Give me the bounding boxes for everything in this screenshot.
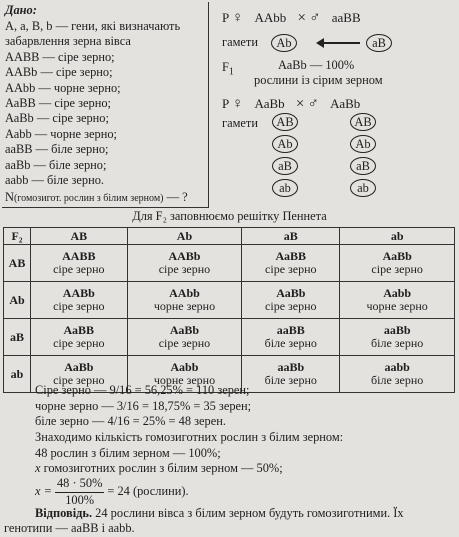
formula-rhs: = 24 (рослини). xyxy=(107,484,189,499)
punnett-corner: F₂ xyxy=(4,228,31,245)
punnett-table xyxy=(3,227,455,393)
punnett-cell xyxy=(242,356,340,393)
given-line: ааВb — біле зерно; xyxy=(5,157,107,172)
cell-phenotype: сіре зерно xyxy=(265,299,317,313)
cell-genotype: АаВb xyxy=(64,360,94,374)
punnett-row xyxy=(4,282,455,319)
punnett-row-head: аb xyxy=(4,356,31,393)
given-line: ааbb — біле зерно. xyxy=(5,173,105,188)
gamete: аВ xyxy=(350,157,376,175)
given-line: ааВВ — біле зерно; xyxy=(5,142,109,157)
formula-numerator: 48 · 50% xyxy=(55,476,104,493)
cell-phenotype: сіре зерно xyxy=(53,262,105,276)
punnett-cell xyxy=(242,319,340,356)
gamete: Аb xyxy=(350,135,376,153)
cross1-gamete-right: аВ xyxy=(366,34,392,52)
f1-subscript: 1 xyxy=(228,66,234,78)
punnett-col-head: АВ xyxy=(31,228,128,245)
cell-phenotype: сіре зерно xyxy=(53,373,105,387)
punnett-row-head: Аb xyxy=(4,282,31,319)
punnett-cell xyxy=(127,319,242,356)
cross1-p-label: P xyxy=(222,10,229,25)
cross2-p-label: P xyxy=(222,96,229,111)
cell-phenotype: сіре зерно xyxy=(53,336,105,350)
cell-genotype: ААbb xyxy=(169,286,200,300)
question-symbol: N xyxy=(5,190,14,204)
cell-phenotype: чорне зерно xyxy=(153,299,216,313)
cell-genotype: ааВb xyxy=(383,323,411,337)
gamete: аb xyxy=(272,179,298,197)
cell-genotype: АаВb xyxy=(169,323,200,337)
punnett-cell xyxy=(242,245,340,282)
find-line: 48 рослин з білим зерном — 100%; xyxy=(35,445,221,460)
male-icon: ♂ xyxy=(309,10,321,26)
find-x-text: гомозиготних рослин з білим зерном — 50%; xyxy=(40,461,283,475)
arrow-left-icon xyxy=(322,42,360,44)
given-title: Дано: xyxy=(5,3,37,17)
given-line: А, а, В, b — гени, які визначають xyxy=(5,19,181,33)
punnett-cell xyxy=(340,319,455,356)
answer-text: 24 рослини вівса з білим зерном будуть гомозиготними. Їх xyxy=(92,506,404,520)
punnett-row-head: АВ xyxy=(4,245,31,282)
cell-phenotype: чорне зерно xyxy=(153,373,216,387)
cell-phenotype: сіре зерно xyxy=(265,262,317,276)
cell-genotype: ААВb xyxy=(168,249,201,263)
cross1-female-genotype: ААbb xyxy=(254,10,287,25)
punnett-row-head: аВ xyxy=(4,319,31,356)
find-line xyxy=(35,461,343,477)
cell-phenotype: біле зерно xyxy=(371,373,424,387)
given-question xyxy=(5,190,188,207)
formula-fraction xyxy=(55,476,104,508)
formula-denominator: 100% xyxy=(65,492,95,507)
question-subscript: (гомозигот. рослин з білим зерном) xyxy=(13,193,164,204)
result-line: Сіре зерно — 9/16 = 56,25% = 110 зерен; xyxy=(35,383,250,397)
given-line: АаВВ — сіре зерно; xyxy=(5,96,111,111)
punnett-cell xyxy=(340,356,455,393)
cross1-gamete-left: Аb xyxy=(271,34,297,52)
punnett-col-head: аВ xyxy=(242,228,340,245)
result-line: біле зерно — 4/16 = 25% = 48 зерен. xyxy=(35,414,226,428)
gamete: Аb xyxy=(272,135,298,153)
punnett-header-row xyxy=(4,228,455,245)
cell-genotype: АаВВ xyxy=(275,249,307,263)
cross2-gametes-label: гамети xyxy=(222,116,258,130)
cross2-male-genotype: АаВb xyxy=(330,96,361,111)
answer-line-1 xyxy=(35,505,404,521)
cell-genotype: Ааbb xyxy=(383,286,412,300)
cross1-male-genotype: ааВВ xyxy=(331,10,361,25)
find-section xyxy=(35,430,343,477)
given-line: забарвлення зерна вівса xyxy=(5,34,131,49)
female-icon: ♀ xyxy=(232,10,244,26)
given-lines xyxy=(5,19,180,188)
cross-icon: × xyxy=(295,96,305,112)
punnett-row xyxy=(4,245,455,282)
male-icon: ♂ xyxy=(307,96,319,112)
cell-phenotype: біле зерно xyxy=(264,336,317,350)
cell-phenotype: біле зерно xyxy=(371,336,424,350)
cell-genotype: АаВb xyxy=(276,286,306,300)
answer-label: Відповідь. xyxy=(35,506,93,520)
punnett-cell xyxy=(31,245,128,282)
f1-genotype: АаВb — 100% xyxy=(278,58,355,72)
gamete: АВ xyxy=(272,113,298,131)
cross2-female-genotype: АаВb xyxy=(254,96,285,111)
f1-letter: F xyxy=(222,60,229,74)
punnett-cell xyxy=(31,282,128,319)
result-line: чорне зерно — 3/16 = 18,75% = 35 зерен; xyxy=(35,398,252,413)
gamete: АВ xyxy=(350,113,376,131)
punnett-cell xyxy=(127,282,242,319)
given-line: Ааbb — чорне зерно; xyxy=(5,126,117,141)
punnett-cell xyxy=(340,282,455,319)
cell-genotype: АаВb xyxy=(382,249,412,263)
cell-phenotype: біле зерно xyxy=(264,373,317,387)
cell-genotype: Ааbb xyxy=(170,360,199,374)
f1-description: рослини із сірим зерном xyxy=(254,73,383,87)
punnett-cell xyxy=(127,245,242,282)
find-line: Знаходимо кількість гомозиготних рослин з білим зерном: xyxy=(35,430,344,444)
cell-genotype: АаВВ xyxy=(63,323,95,337)
answer xyxy=(35,505,404,521)
find-x-variable: x xyxy=(35,461,41,475)
cell-genotype: ааВВ xyxy=(276,323,305,337)
cross1-gametes-label: гамети xyxy=(222,35,258,49)
punnett-cell xyxy=(242,282,340,319)
cell-genotype: ААВb xyxy=(62,286,95,300)
results xyxy=(35,383,251,430)
female-icon: ♀ xyxy=(232,96,244,112)
punnett-col-head: Аb xyxy=(127,228,242,245)
cell-genotype: ааbb xyxy=(384,360,410,374)
cross2-gametes-female xyxy=(272,113,298,197)
f1-label xyxy=(222,60,234,80)
cell-phenotype: сіре зерно xyxy=(158,336,211,350)
punnett-cell xyxy=(31,319,128,356)
gamete: аВ xyxy=(272,157,298,175)
given-line: ААВВ — сіре зерно; xyxy=(5,49,115,64)
formula xyxy=(35,476,189,508)
formula-lhs: x = xyxy=(35,484,52,499)
given-line: ААbb — чорне зерно; xyxy=(5,80,121,95)
cell-genotype: ааВb xyxy=(277,360,305,374)
cross2-gametes-male xyxy=(350,113,376,197)
question-suffix: — ? xyxy=(163,190,188,204)
given-line: ААВb — сіре зерно; xyxy=(5,65,113,80)
cell-phenotype: сіре зерно xyxy=(158,262,211,276)
punnett-row xyxy=(4,319,455,356)
punnett-col-head: аb xyxy=(340,228,455,245)
given-line: АаВb — сіре зерно; xyxy=(5,111,109,126)
cross-icon: × xyxy=(297,10,306,26)
answer-line-2: генотипи — ааВВ і ааbb. xyxy=(4,521,135,535)
punnett-cell xyxy=(340,245,455,282)
gamete: аb xyxy=(350,179,376,197)
cell-phenotype: сіре зерно xyxy=(371,262,423,276)
punnett-caption: Для F₂ заповнюємо решітку Пеннета xyxy=(132,209,327,223)
cross2-parents xyxy=(222,96,360,113)
cell-genotype: ААВВ xyxy=(62,249,96,263)
cell-phenotype: чорне зерно xyxy=(366,299,428,313)
cell-phenotype: сіре зерно xyxy=(53,299,105,313)
cross1-parents xyxy=(222,10,361,27)
